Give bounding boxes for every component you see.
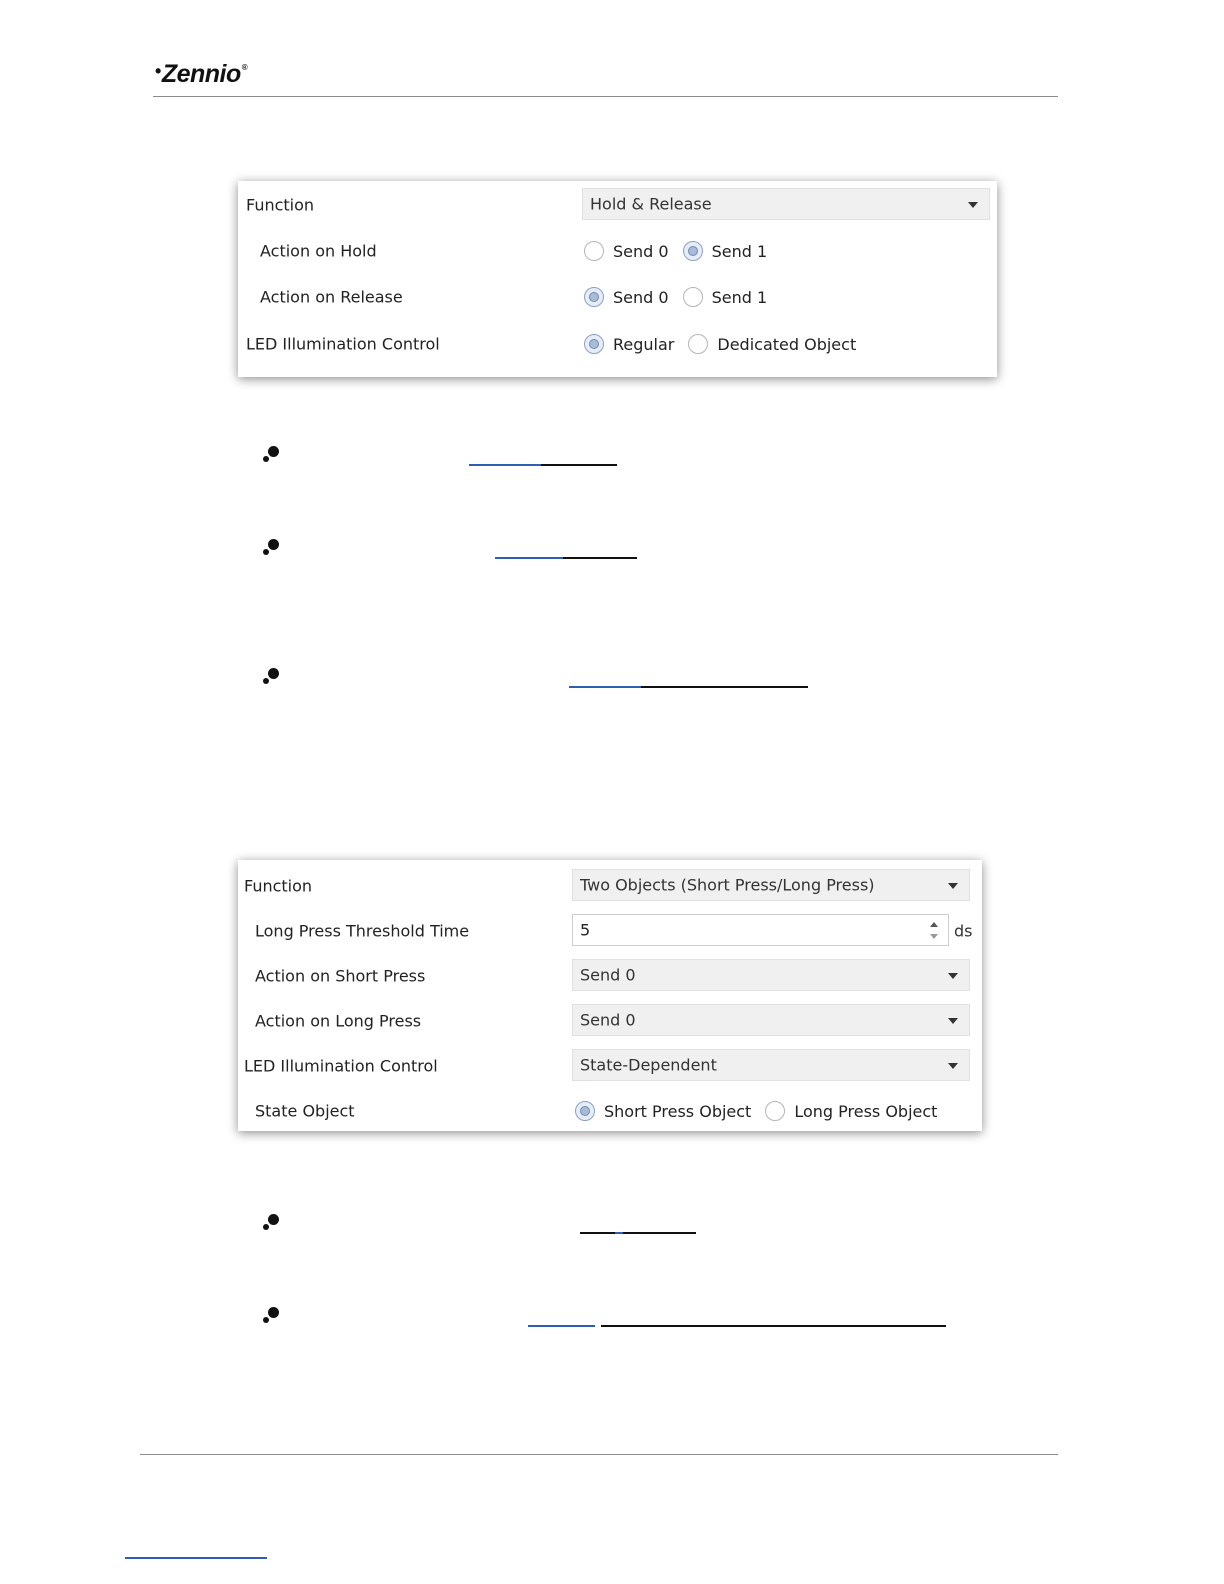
footer-link-underline[interactable] <box>125 1557 267 1559</box>
link-underline[interactable] <box>615 1232 623 1234</box>
led-control-row <box>238 327 997 361</box>
radio-icon <box>765 1101 785 1121</box>
long-press-row <box>238 1004 982 1038</box>
link-underline[interactable] <box>641 686 808 688</box>
link-underline[interactable] <box>601 1325 946 1327</box>
spin-up-icon[interactable] <box>930 922 938 927</box>
bullet-icon <box>262 539 282 559</box>
state-object-row <box>238 1094 982 1128</box>
led-control-label: LED Illumination Control <box>244 1056 438 1076</box>
long-press-value: Send 0 <box>580 1010 636 1030</box>
function-value: Hold & Release <box>590 194 712 214</box>
led-control-row <box>238 1049 982 1083</box>
send-0-radio[interactable]: Send 0 <box>584 287 669 307</box>
radio-icon <box>683 287 703 307</box>
threshold-unit: ds <box>954 921 973 941</box>
link-underline[interactable] <box>623 1232 696 1234</box>
long-press-dropdown[interactable] <box>572 1004 970 1036</box>
chevron-down-icon <box>948 1018 958 1024</box>
link-underline[interactable] <box>541 464 617 466</box>
radio-icon <box>584 241 604 261</box>
hold-release-settings-panel <box>238 181 997 377</box>
action-on-hold-row <box>238 234 997 268</box>
bullet-icon <box>262 1214 282 1234</box>
bullet-icon <box>262 1307 282 1327</box>
short-press-object-radio[interactable]: Short Press Object <box>575 1101 751 1121</box>
link-underline[interactable] <box>495 557 563 559</box>
short-press-value: Send 0 <box>580 965 636 985</box>
action-on-hold-label: Action on Hold <box>260 241 377 261</box>
send-1-radio[interactable]: Send 1 <box>683 287 768 307</box>
function-row <box>238 188 997 222</box>
bullet-icon <box>262 446 282 466</box>
link-underline[interactable] <box>469 464 541 466</box>
spin-down-icon[interactable] <box>930 934 938 939</box>
state-object-label: State Object <box>255 1101 355 1121</box>
radio-selected-icon <box>683 241 703 261</box>
link-underline[interactable] <box>563 557 637 559</box>
zennio-logo: •Zennio® <box>155 60 248 88</box>
short-press-row <box>238 959 982 993</box>
action-on-release-label: Action on Release <box>260 287 403 307</box>
radio-selected-icon <box>584 287 604 307</box>
send-0-radio[interactable]: Send 0 <box>584 241 669 261</box>
link-underline[interactable] <box>528 1325 595 1327</box>
radio-selected-icon <box>575 1101 595 1121</box>
threshold-label: Long Press Threshold Time <box>255 921 470 941</box>
send-1-radio[interactable]: Send 1 <box>683 241 768 261</box>
chevron-down-icon <box>948 1063 958 1069</box>
function-value: Two Objects (Short Press/Long Press) <box>580 875 875 895</box>
long-press-object-radio[interactable]: Long Press Object <box>765 1101 937 1121</box>
function-row <box>238 869 982 903</box>
led-control-radio-group <box>584 334 870 354</box>
bullet-icon <box>262 668 282 688</box>
function-dropdown[interactable] <box>582 188 990 220</box>
function-dropdown[interactable] <box>572 869 970 901</box>
function-label: Function <box>244 876 313 896</box>
link-underline[interactable] <box>569 686 641 688</box>
chevron-down-icon <box>968 202 978 208</box>
led-control-label: LED Illumination Control <box>246 334 440 354</box>
footer-rule <box>140 1454 1058 1455</box>
radio-selected-icon <box>584 334 604 354</box>
action-on-release-row <box>238 280 997 314</box>
threshold-row <box>238 914 982 948</box>
threshold-stepper[interactable] <box>572 914 949 946</box>
link-underline[interactable] <box>580 1232 615 1234</box>
led-control-value: State-Dependent <box>580 1055 717 1075</box>
threshold-value: 5 <box>580 920 591 940</box>
long-press-label: Action on Long Press <box>255 1011 422 1031</box>
short-press-dropdown[interactable] <box>572 959 970 991</box>
action-on-release-radio-group <box>584 287 781 307</box>
led-control-dropdown[interactable] <box>572 1049 970 1081</box>
two-objects-settings-panel <box>238 860 982 1131</box>
dedicated-object-radio[interactable]: Dedicated Object <box>688 334 856 354</box>
header-rule <box>153 96 1058 97</box>
regular-radio[interactable]: Regular <box>584 334 674 354</box>
short-press-label: Action on Short Press <box>255 966 426 986</box>
chevron-down-icon <box>948 973 958 979</box>
radio-icon <box>688 334 708 354</box>
chevron-down-icon <box>948 883 958 889</box>
function-label: Function <box>246 195 315 215</box>
action-on-hold-radio-group <box>584 241 781 261</box>
state-object-radio-group <box>575 1101 951 1121</box>
